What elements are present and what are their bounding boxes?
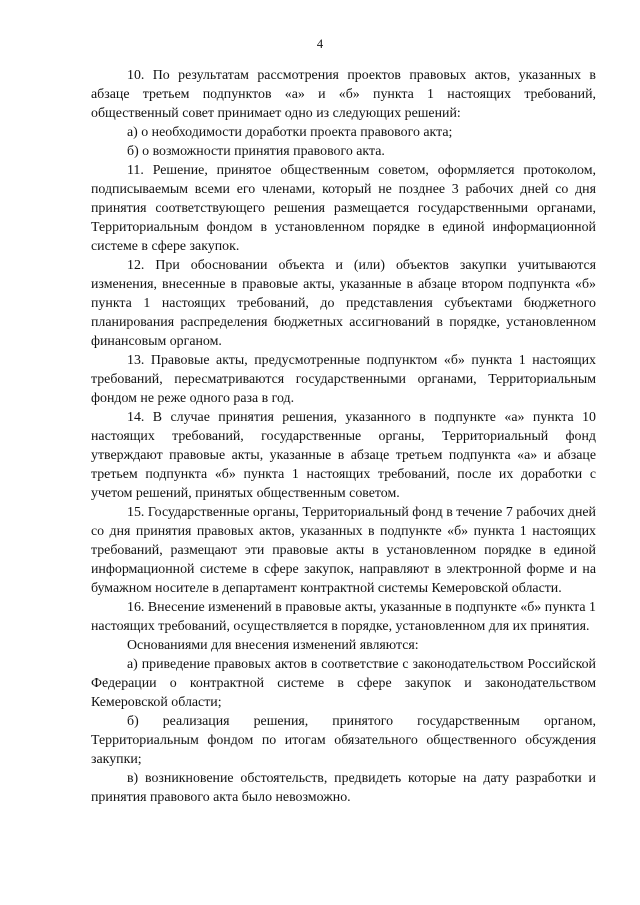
paragraph-subitem-b: б) о возможности принятия правового акта. <box>127 144 385 159</box>
paragraph-item-16: 16. Внесение изменений в правовые акты, указанные в подпункте «б» пункта 1 настоящих требований, осуществляется в порядке, установленном для их принятия. <box>91 600 596 634</box>
paragraph-item-11: 11. Решение, принятое общественным советом, оформляется протоколом, подписываемым всеми его членами, который не позднее 3 рабочих дней со дня принятия соответствующего решения размещается государственными органами, Территориальным фондом в установленном порядке в единой информационной системе в сфере закупок. <box>91 163 596 254</box>
paragraph-subitem-a: а) о необходимости доработки проекта правового акта; <box>127 125 453 140</box>
paragraph-item-15: 15. Государственные органы, Территориальный фонд в течение 7 рабочих дней со дня принятия правовых актов, указанных в подпункте «б» пункта 1 настоящих требований, размещают эти правовые акты в установленном порядке в единой информационной системе в сфере закупок, направляют в электронной форме и на бумажном носителе в департамент контрактной системы Кемеровской области. <box>91 505 596 596</box>
paragraph-item-12: 12. При обосновании объекта и (или) объектов закупки учитываются изменения, внесенные в правовые акты, указанные в абзаце втором подпункта «б» пункта 1 настоящих требований, до представления субъектами бюджетного планирования распределения бюджетных ассигнований в порядке, установленном финансовым органом. <box>91 258 596 349</box>
paragraph-grounds-intro: Основаниями для внесения изменений являются: <box>127 638 419 653</box>
paragraph-ground-a: а) приведение правовых актов в соответствие с законодательством Российской Федерации о контрактной системе в сфере закупок и законодательством Кемеровской области; <box>91 657 596 710</box>
paragraph-item-13: 13. Правовые акты, предусмотренные подпунктом «б» пункта 1 настоящих требований, пересматриваются государственными органами, Территориальным фондом не реже одного раза в год. <box>91 353 596 406</box>
document-body <box>91 66 596 807</box>
page-number: 4 <box>316 37 324 51</box>
paragraph-item-14: 14. В случае принятия решения, указанного в подпункте «а» пункта 10 настоящих требований, государственные органы, Территориальный фонд утверждают правовые акты, указанные в абзаце третьем подпункта «а» и абзаце третьем подпункта «б» пункта 1 настоящих требований, после их доработки с учетом решений, принятых общественным советом. <box>91 410 596 501</box>
paragraph-ground-c: в) возникновение обстоятельств, предвидеть которые на дату разработки и принятия правового акта было невозможно. <box>91 771 596 805</box>
paragraph-ground-b: б) реализация решения, принятого государственным органом, Территориальным фондом по итогам обязательного общественного обсуждения закупки; <box>91 714 596 767</box>
paragraph-item-10: 10. По результатам рассмотрения проектов правовых актов, указанных в абзаце третьем подпунктов «а» и «б» пункта 1 настоящих требований, общественный совет принимает одно из следующих решений: <box>91 68 596 121</box>
